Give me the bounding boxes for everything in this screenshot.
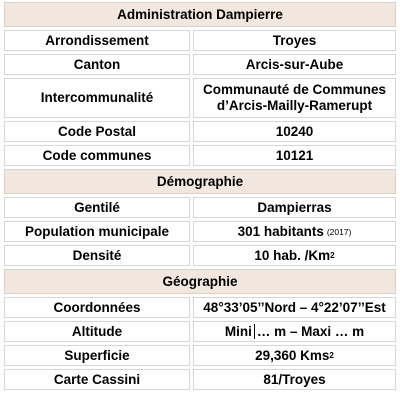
section-header-administration: Administration Dampierre (4, 2, 396, 27)
altitude-value-mini: Mini (224, 323, 252, 339)
densite-value-text: 10 hab. /Km (254, 247, 331, 263)
altitude-value-rest: … m – Maxi … m (256, 323, 365, 339)
row-canton (4, 54, 396, 75)
row-arrondissement (4, 30, 396, 51)
section-header-geographie: Géographie (4, 269, 396, 294)
carte-cassini-label: Carte Cassini (4, 369, 190, 390)
row-intercommunalite (4, 78, 396, 118)
row-code-communes (4, 145, 396, 166)
gentile-label: Gentilé (4, 197, 190, 218)
superficie-value: 29,360 Kms 2 (193, 345, 396, 366)
carte-cassini-value: 81/Troyes (193, 369, 396, 390)
arrondissement-value: Troyes (193, 30, 396, 51)
arrondissement-label: Arrondissement (4, 30, 190, 51)
intercommunalite-label: Intercommunalité (4, 78, 190, 118)
row-gentile (4, 197, 396, 218)
population-value (193, 221, 396, 242)
densite-label: Densité (4, 245, 190, 266)
code-postal-value: 10240 (193, 121, 396, 142)
row-superficie (4, 345, 396, 366)
altitude-value[interactable] (193, 321, 396, 342)
population-value-text: 301 habitants (237, 223, 324, 239)
row-carte-cassini (4, 369, 396, 390)
row-code-postal (4, 121, 396, 142)
canton-label: Canton (4, 54, 190, 75)
intercommunalite-value (193, 78, 396, 118)
altitude-label: Altitude (4, 321, 190, 342)
densite-value: 10 hab. /Km 2 (193, 245, 396, 266)
superficie-label: Superficie (4, 345, 190, 366)
row-population (4, 221, 396, 242)
superficie-value-text: 29,360 Kms (255, 347, 330, 363)
row-altitude (4, 321, 396, 342)
population-label: Population municipale (4, 221, 190, 242)
coordonnees-value: 48°33’05’’Nord – 4°22’07’’Est (193, 297, 396, 318)
section-header-demographie: Démographie (4, 169, 396, 194)
row-densite (4, 245, 396, 266)
row-coordonnees (4, 297, 396, 318)
canton-value: Arcis-sur-Aube (193, 54, 396, 75)
code-communes-value: 10121 (193, 145, 396, 166)
intercommunalite-value-line1: Communauté de Communes (202, 82, 387, 97)
intercommunalite-value-line2: d’Arcis-Mailly-Ramerupt (216, 98, 373, 113)
commune-infobox (4, 2, 396, 393)
text-cursor-icon (254, 324, 255, 339)
gentile-value: Dampierras (193, 197, 396, 218)
code-communes-label: Code communes (4, 145, 190, 166)
coordonnees-label: Coordonnées (4, 297, 190, 318)
population-year: (2017) (326, 226, 352, 237)
code-postal-label: Code Postal (4, 121, 190, 142)
